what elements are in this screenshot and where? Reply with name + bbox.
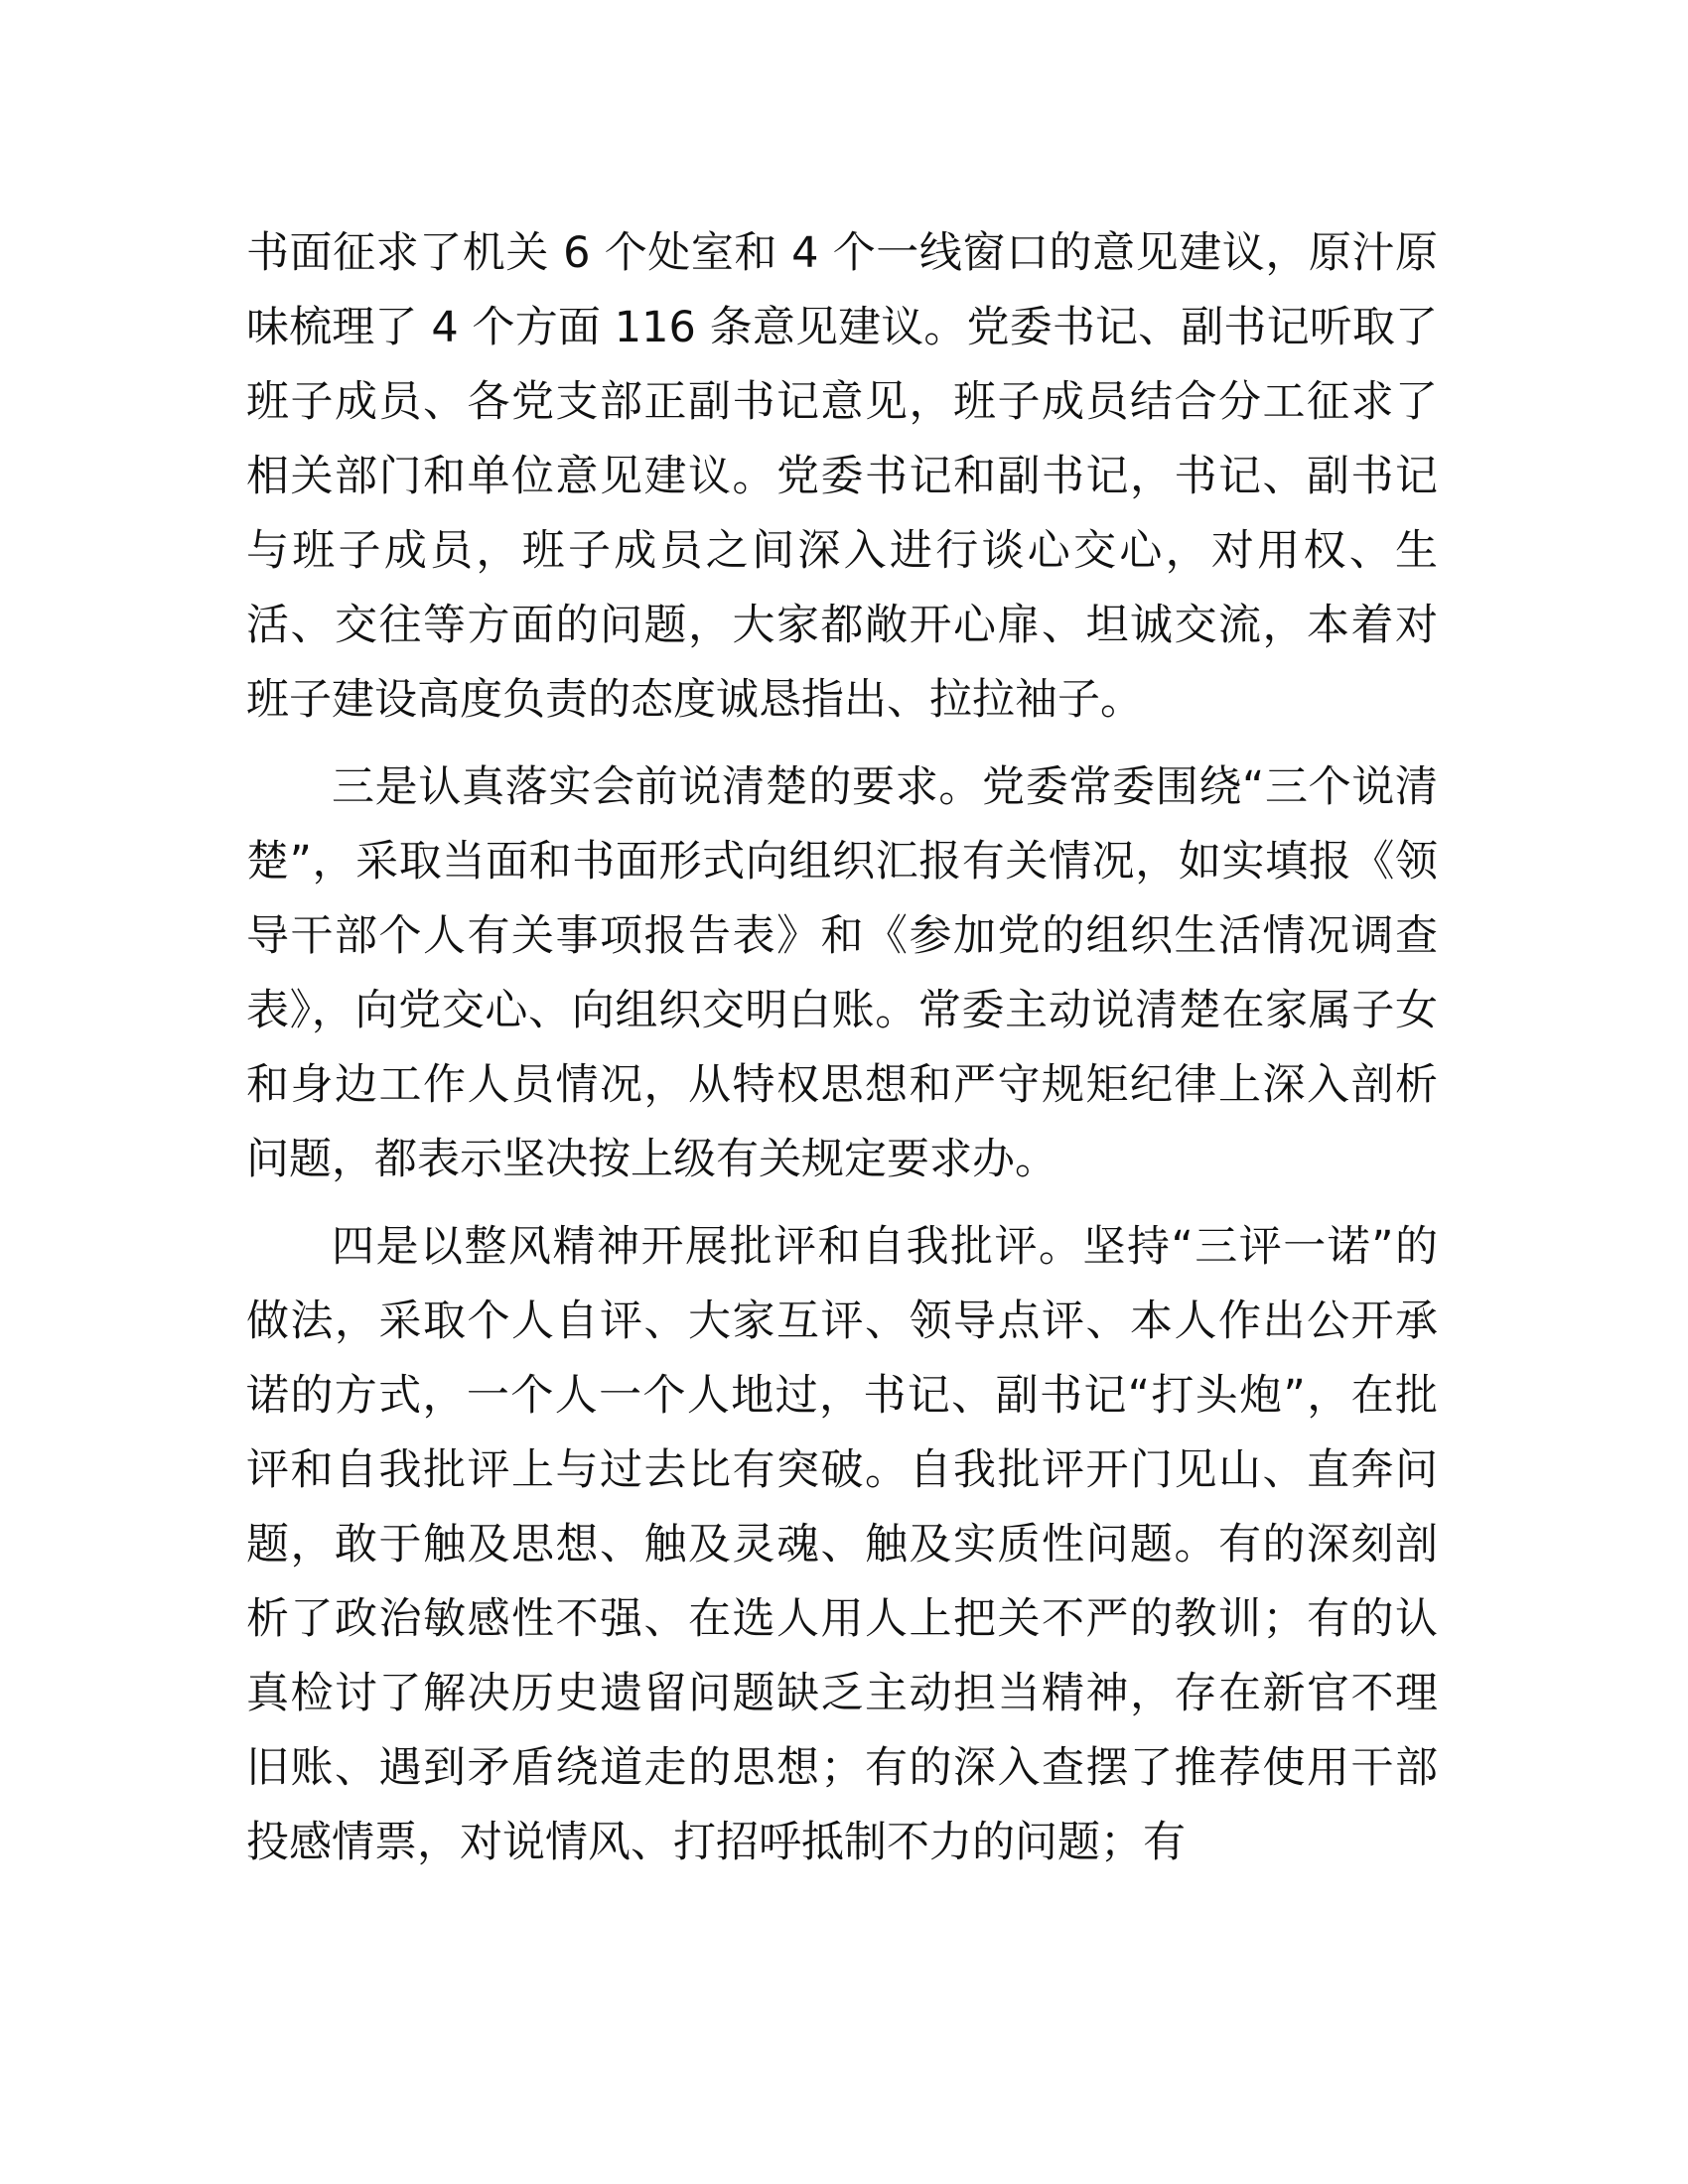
paragraph-3: 四是以整风精神开展批评和自我批评。坚持“三评一诺”的做法，采取个人自评、大家互评、领导点评、本人作出公开承诺的方式，一个人一个人地过，书记、副书记“打头炮”，在批评和自我批评上与过去比有突破。自我批评开门见山、直奔问题，敢于触及思想、触及灵魂、触及实质性问题。有的深刻剖析了政治敏感性不强、在选人用人上把关不严的教训；有的认真检讨了解决历史遗留问题缺乏主动担当精神，存在新官不理旧账、遇到矛盾绕道走的思想；有的深入查摆了推荐使用干部投感情票，对说情风、打招呼抵制不力的问题；有 bbox=[246, 1222, 1438, 1867]
paragraph-1: 书面征求了机关 6 个处室和 4 个一线窗口的意见建议，原汁原味梳理了 4 个方面 116 条意见建议。党委书记、副书记听取了班子成员、各党支部正副书记意见，班子成员结合分工征求了相关部门和单位意见建议。党委书记和副书记，书记、副书记与班子成员，班子成员之间深入进行谈心交心，对用权、生活、交往等方面的问题，大家都敞开心扉、坦诚交流，本着对班子建设高度负责的态度诚恳指出、拉拉袖子。 bbox=[246, 228, 1438, 725]
paragraph-2: 三是认真落实会前说清楚的要求。党委常委围绕“三个说清楚”，采取当面和书面形式向组织汇报有关情况，如实填报《领导干部个人有关事项报告表》和《参加党的组织生活情况调查表》，向党交心、向组织交明白账。常委主动说清楚在家属子女和身边工作人员情况，从特权思想和严守规矩纪律上深入剖析问题，都表示坚决按上级有关规定要求办。 bbox=[246, 762, 1438, 1184]
document-body bbox=[246, 216, 1438, 1893]
